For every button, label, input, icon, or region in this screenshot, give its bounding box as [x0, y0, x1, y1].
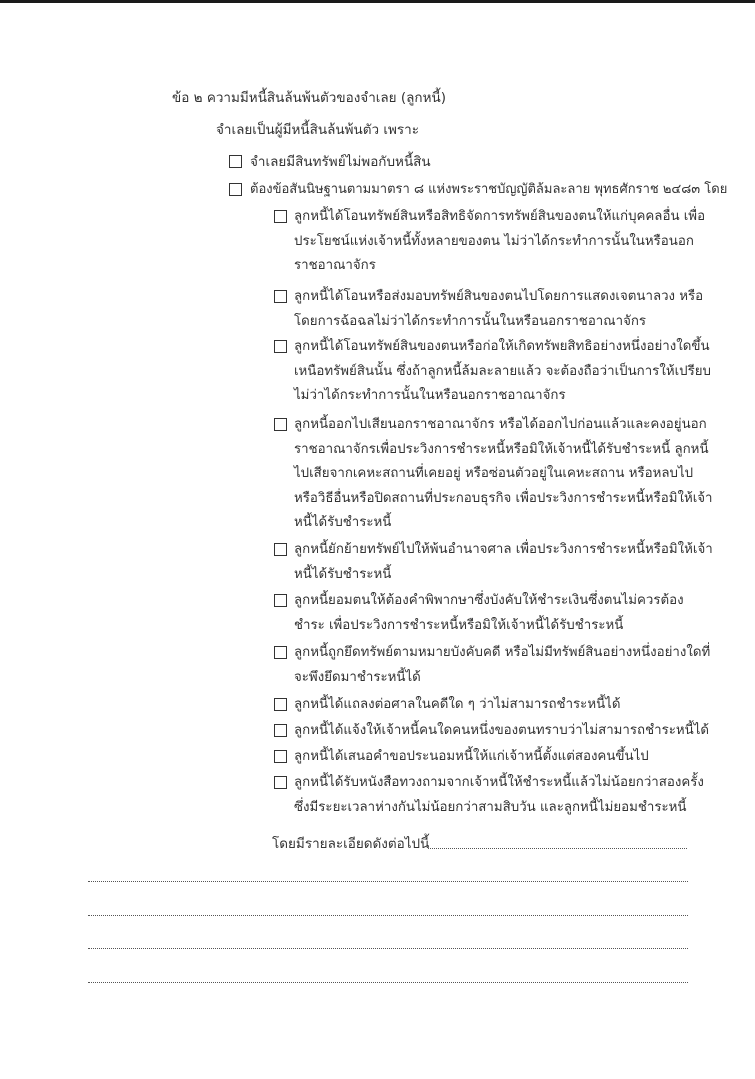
item-label: ลูกหนี้ยอมตนให้ต้องคำพิพากษาซึ่งบังคับให้ชำระเงินซึ่งตนไม่ควรต้องชำระ เพื่อประวิงการชำระหนี้หรือมิให้เจ้าหนี้ได้รับชำระหนี้	[294, 593, 684, 633]
checkbox[interactable]	[274, 418, 287, 431]
item-label: ลูกหนี้ถูกยึดทรัพย์ตามหมายบังคับคดี หรือไม่มีทรัพย์สินอย่างหนึ่งอย่างใดที่จะพึงยึดมาชำระหนี้ได้	[294, 645, 711, 685]
checkbox[interactable]	[274, 290, 287, 303]
checkbox[interactable]	[274, 340, 287, 353]
item-label: ลูกหนี้ได้แจ้งให้เจ้าหนี้คนใดคนหนึ่งของตนทราบว่าไม่สามารถชำระหนี้ได้	[294, 723, 710, 738]
option-insufficient-assets	[229, 152, 431, 172]
details-label: โดยมีรายละเอียดดังต่อไปนี้	[272, 836, 430, 852]
section-intro: จำเลยเป็นผู้มีหนี้สินล้นพ้นตัว เพราะ	[216, 122, 419, 138]
option-label: ต้องข้อสันนิษฐานตามมาตรา ๘ แห่งพระราชบัญญัติล้มละลาย พุทธศักราช ๒๔๘๓ โดย	[250, 182, 728, 197]
details-fill-line[interactable]	[88, 915, 688, 916]
section-heading: ข้อ ๒ ความมีหนี้สินล้นพ้นตัวของจำเลย (ลูกหนี้)	[172, 90, 446, 106]
list-item	[274, 335, 714, 409]
checkbox[interactable]	[274, 594, 287, 607]
checkbox[interactable]	[274, 646, 287, 659]
item-label: ลูกหนี้ได้แถลงต่อศาลในคดีใด ๆ ว่าไม่สามารถชำระหนี้ได้	[294, 697, 621, 712]
checkbox[interactable]	[274, 698, 287, 711]
list-item	[274, 538, 714, 587]
checkbox[interactable]	[229, 183, 242, 196]
list-item	[274, 719, 714, 744]
details-fill-line[interactable]	[88, 881, 688, 882]
option-label: จำเลยมีสินทรัพย์ไม่พอกับหนี้สิน	[250, 154, 431, 170]
checkbox[interactable]	[274, 750, 287, 763]
list-item	[274, 285, 714, 334]
checkbox[interactable]	[274, 210, 287, 223]
list-item	[274, 745, 714, 770]
details-fill-line[interactable]	[88, 948, 688, 949]
item-label: ลูกหนี้ยักย้ายทรัพย์ไปให้พ้นอำนาจศาล เพื่อประวิงการชำระหนี้หรือมิให้เจ้าหนี้ได้รับชำระหนี้	[294, 542, 713, 582]
checkbox[interactable]	[274, 724, 287, 737]
item-label: ลูกหนี้ออกไปเสียนอกราชอาณาจักร หรือได้ออกไปก่อนแล้วและคงอยู่นอกราชอาณาจักรเพื่อประวิงการชำระหนี้หรือมิให้เจ้าหนี้ได้รับชำระหนี้ ลูกหนี้ไปเสียจากเคหะสถานที่เคยอยู่ หรือซ่อนตัวอยู่ในเคหะสถาน หรือหลบไปหรือวิธีอื่นหรือปิดสถานที่ประกอบธุรกิจ เพื่อประวิงการชำระหนี้หรือมิให้เจ้าหนี้ได้รับชำระหนี้	[294, 417, 713, 530]
details-fill-line[interactable]	[428, 848, 687, 849]
item-label: ลูกหนี้ได้โอนทรัพย์สินของตนหรือก่อให้เกิดทรัพยสิทธิอย่างหนึ่งอย่างใดขึ้นเหนือทรัพย์สินนั้น ซึ่งถ้าลูกหนี้ล้มละลายแล้ว จะต้องถือว่าเป็นการให้เปรียบ ไม่ว่าได้กระทำการนั้นในหรือนอกราชอาณาจักร	[294, 339, 711, 403]
list-item	[274, 771, 714, 820]
item-label: ลูกหนี้ได้เสนอคำขอประนอมหนี้ให้แก่เจ้าหนี้ตั้งแต่สองคนขึ้นไป	[294, 749, 649, 764]
option-presumption-section-8	[229, 180, 727, 200]
top-border	[0, 0, 755, 3]
list-item	[274, 413, 714, 536]
checkbox[interactable]	[274, 543, 287, 556]
checkbox[interactable]	[274, 776, 287, 789]
list-item	[274, 641, 714, 690]
list-item	[274, 589, 714, 638]
item-label: ลูกหนี้ได้โอนหรือส่งมอบทรัพย์สินของตนไปโดยการแสดงเจตนาลวง หรือโดยการฉ้อฉลไม่ว่าได้กระทำการนั้นในหรือนอกราชอาณาจักร	[294, 289, 704, 329]
list-item	[274, 205, 714, 279]
list-item	[274, 693, 714, 718]
checkbox[interactable]	[229, 155, 242, 168]
item-label: ลูกหนี้ได้รับหนังสือทวงถามจากเจ้าหนี้ให้ชำระหนี้แล้วไม่น้อยกว่าสองครั้ง ซึ่งมีระยะเวลาห่างกันไม่น้อยกว่าสามสิบวัน และลูกหนี้ไม่ยอมชำระหนี้	[294, 775, 704, 815]
details-fill-line[interactable]	[88, 982, 688, 983]
item-label: ลูกหนี้ได้โอนทรัพย์สินหรือสิทธิจัดการทรัพย์สินของตนให้แก่บุคคลอื่น เพื่อประโยชน์แห่งเจ้าหนี้ทั้งหลายของตน ไม่ว่าได้กระทำการนั้นในหรือนอกราชอาณาจักร	[294, 209, 706, 273]
